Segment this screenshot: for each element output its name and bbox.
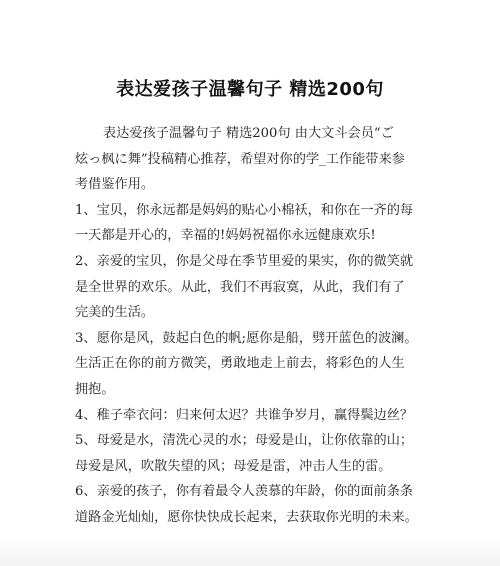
document-body: [75, 121, 427, 531]
paragraph-line: 1、宝贝，你永远都是妈妈的贴心小棉袄，和你在一齐的每: [75, 202, 414, 218]
paragraph-line: 6、亲爱的孩子，你有着最令人羡慕的年龄，你的面前条条: [75, 484, 414, 500]
paragraph-line: 炫っ枫に舞”投稿精心推荐，希望对你的学_工作能带来参: [75, 151, 405, 167]
page-bottom-shadow: [0, 538, 500, 566]
paragraph-line: 道路金光灿灿，愿你快快成长起来，去获取你光明的未来。: [75, 509, 418, 525]
paragraph-line: 拥抱。: [75, 381, 115, 397]
paragraph-line: 完美的生活。: [75, 305, 155, 321]
paragraph-line: 母爱是风，吹散失望的风；母爱是雷，冲击人生的雷。: [75, 458, 392, 474]
paragraph-line: 5、母爱是水，清洗心灵的水；母爱是山，让你依靠的山；: [75, 433, 414, 449]
paragraph-line: 是全世界的欢乐。从此，我们不再寂寞，从此，我们有了: [75, 279, 405, 295]
paragraph-line: 4、稚子牵衣问：归来何太迟？共谁争岁月，赢得鬓边丝？: [75, 407, 414, 423]
paragraph-line: 考借鉴作用。: [75, 177, 155, 193]
document-title: 表达爱孩子温馨句子 精选200句: [116, 79, 384, 100]
paragraph-line: 2、亲爱的宝贝，你是父母在季节里爱的果实，你的微笑就: [75, 253, 414, 269]
paragraph-line: 3、愿你是风，鼓起白色的帆;愿你是船，劈开蓝色的波澜。: [75, 330, 418, 346]
paragraph-line: 表达爱孩子温馨句子 精选200句 由大文斗会员“ご: [103, 126, 394, 141]
paragraph-line: 一天都是开心的，幸福的!妈妈祝福你永远健康欢乐!: [75, 228, 376, 244]
paragraph-line: 生活正在你的前方微笑，勇敢地走上前去，将彩色的人生: [75, 356, 405, 372]
